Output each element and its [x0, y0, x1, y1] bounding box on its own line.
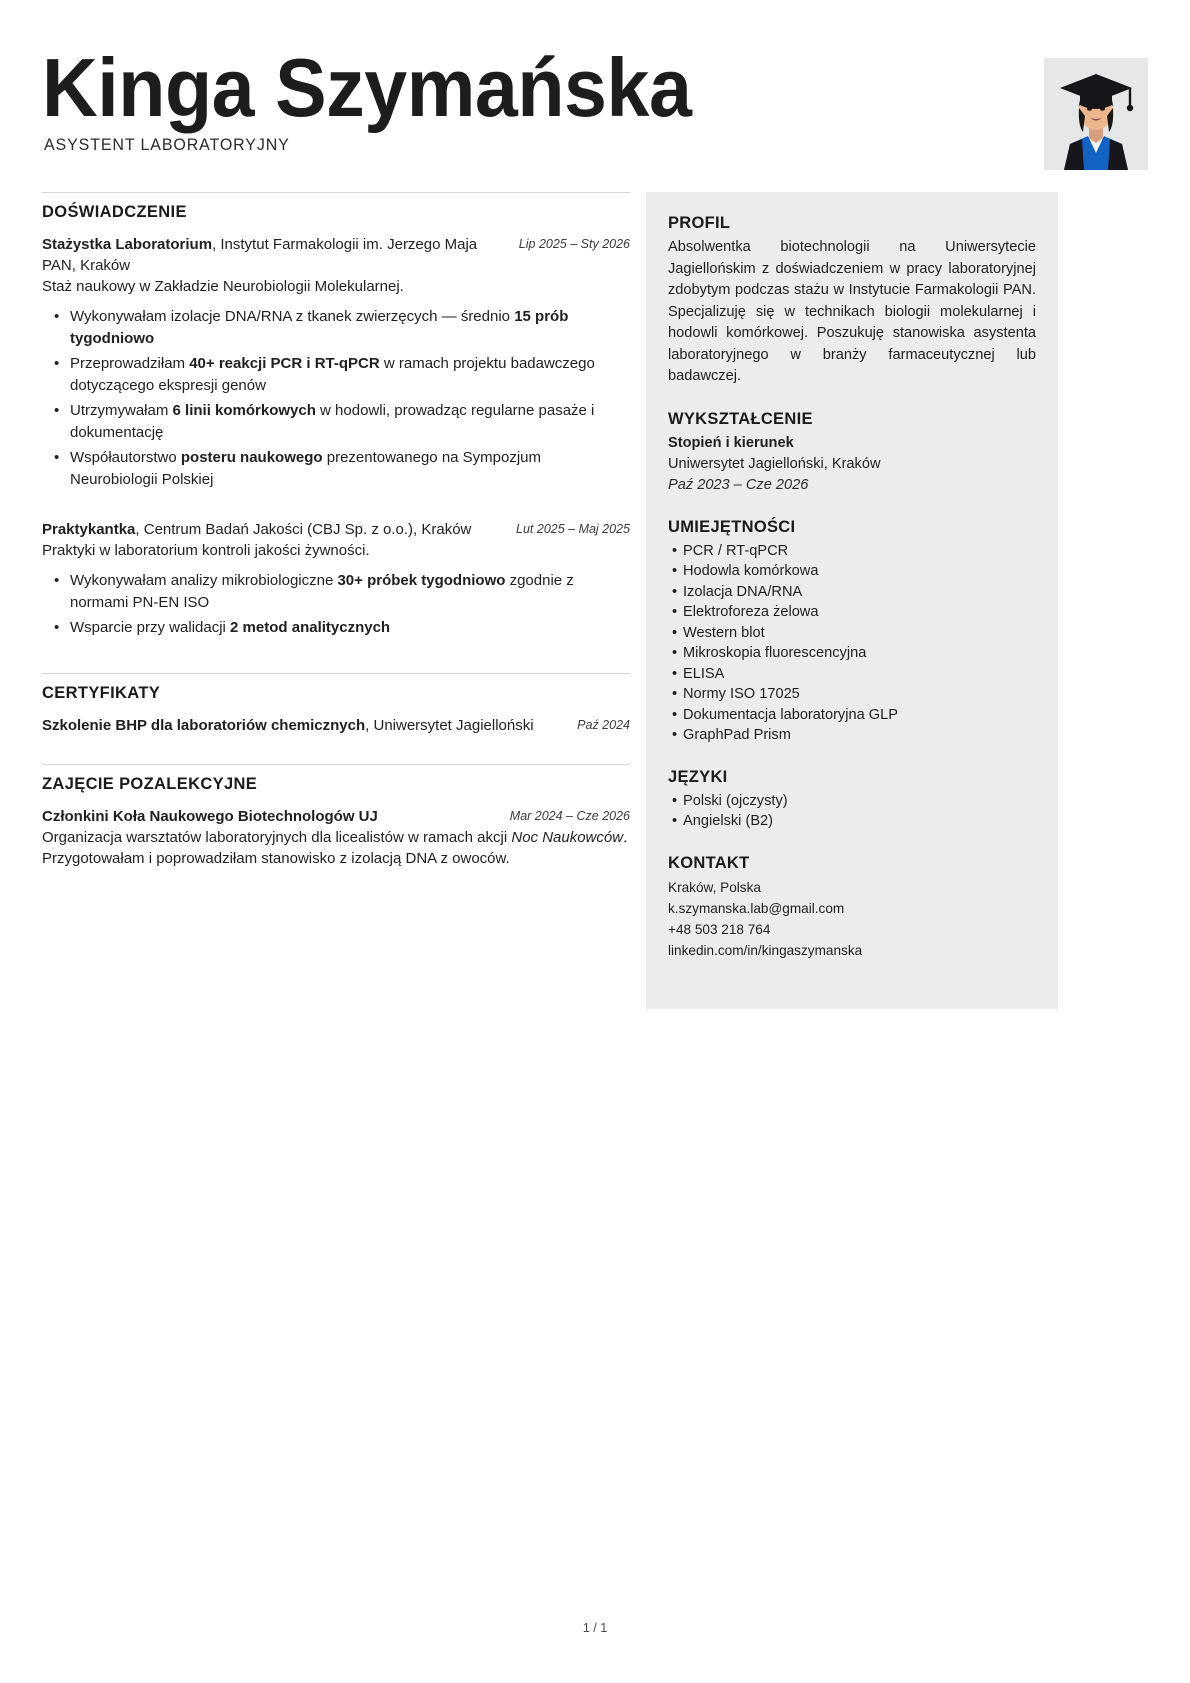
certificate-entry-head [42, 715, 630, 736]
list-item: • Dokumentacja laboratoryjna GLP [683, 705, 1036, 726]
skills-list [668, 541, 1036, 746]
experience-entry-org: , Instytut Farmakologii im. Jerzego Maja PAN, Kraków [42, 236, 478, 274]
experience-entry [42, 234, 630, 491]
profile-text: Absolwentka biotechnologii na Uniwersytecie Jagiellońskim z doświadczeniem w pracy laboratoryjnej zdobytym podczas stażu w Instytucie Farmakologii PAN. Specjalizuję się w technikach biologii molekularnej i hodowli komórkowej. Poszukuję stanowiska asystenta laboratoryjnego w branży farmaceutycznej lub badawczej. [668, 239, 1036, 384]
extracurricular-desc: Organizacja warsztatów laboratoryjnych dla licealistów w ramach akcji Noc Naukowców. Przygotowałam i poprowadziłam stanowisko z izolacją DNA z owoców. [42, 829, 628, 867]
sidebar [646, 192, 1058, 1009]
list-item: • Elektroforeza żelowa [683, 602, 1036, 623]
section-extracurricular [42, 764, 630, 869]
list-item: • Wykonywałam izolacje DNA/RNA z tkanek zwierzęcych — średnio 15 prób tygodniowo [70, 306, 630, 350]
list-item: • Utrzymywałam 6 linii komórkowych w hodowli, prowadząc regularne pasaże i dokumentację [70, 400, 630, 444]
job-title: ASYSTENT LABORATORYJNY [44, 136, 290, 154]
list-item: • Izolacja DNA/RNA [683, 582, 1036, 603]
list-item: • PCR / RT-qPCR [683, 541, 1036, 562]
sidebar-section-education [668, 410, 1036, 496]
list-item: • Wsparcie przy walidacji 2 metod analitycznych [70, 617, 630, 639]
contact-location: Kraków, Polska [668, 879, 761, 895]
certificate-entry-date: Paź 2024 [577, 718, 630, 732]
sidebar-title-contact: KONTAKT [668, 853, 750, 872]
list-item: • Angielski (B2) [683, 811, 1036, 832]
certificate-org: , Uniwersytet Jagielloński [365, 717, 534, 734]
list-item: • Normy ISO 17025 [683, 684, 1036, 705]
sidebar-section-skills [668, 518, 1036, 746]
experience-entry-desc: Praktyki w laboratorium kontroli jakości żywności. [42, 542, 370, 559]
section-divider [42, 192, 630, 193]
certificate-entry [42, 715, 630, 736]
avatar [1044, 58, 1148, 170]
experience-entry-desc: Staż naukowy w Zakładzie Neurobiologii Molekularnej. [42, 278, 404, 295]
experience-entry-date: Lut 2025 – Maj 2025 [516, 522, 630, 536]
sidebar-section-contact [668, 854, 1036, 961]
list-item: • Wykonywałam analizy mikrobiologiczne 30+ próbek tygodniowo zgodnie z normami PN-EN ISO [70, 570, 630, 614]
experience-entry [42, 519, 630, 639]
section-experience [42, 192, 630, 639]
experience-bullets [42, 306, 630, 491]
extracurricular-name: Członkini Koła Naukowego Biotechnologów UJ [42, 808, 378, 825]
languages-list [668, 791, 1036, 832]
list-item: • Przeprowadziłam 40+ reakcji PCR i RT-qPCR w ramach projektu badawczego dotyczącego ekspresji genów [70, 353, 630, 397]
list-item: • Współautorstwo posteru naukowego prezentowanego na Sympozjum Neurobiologii Polskiej [70, 447, 630, 491]
sidebar-title-education: WYKSZTAŁCENIE [668, 409, 813, 428]
page-title: Kinga Szymańska [42, 41, 692, 134]
experience-entry-head [42, 234, 630, 276]
sidebar-section-profile [668, 214, 1036, 388]
contact-email[interactable]: k.szymanska.lab@gmail.com [668, 900, 845, 916]
list-item: • ELISA [683, 664, 1036, 685]
experience-entry-role: Stażystka Laboratorium [42, 236, 213, 253]
list-item: • GraphPad Prism [683, 725, 1036, 746]
education-school: Uniwersytet Jagielloński, Kraków [668, 455, 881, 472]
main-column [42, 192, 630, 881]
extracurricular-entry-head [42, 806, 630, 827]
extracurricular-entry [42, 806, 630, 869]
experience-entry-date: Lip 2025 – Sty 2026 [518, 237, 630, 251]
sidebar-title-languages: JĘZYKI [668, 767, 728, 786]
graduation-portrait-icon [1044, 58, 1148, 170]
list-item: • Hodowla komórkowa [683, 561, 1036, 582]
contact-phone[interactable]: +48 503 218 764 [668, 921, 771, 937]
contact-linkedin[interactable]: linkedin.com/in/kingaszymanska [668, 942, 863, 958]
list-item: • Western blot [683, 623, 1036, 644]
sidebar-title-profile: PROFIL [668, 214, 731, 232]
certificate-name: Szkolenie BHP dla laboratoriów chemicznych [42, 717, 366, 734]
sidebar-title-skills: UMIEJĘTNOŚCI [668, 517, 796, 536]
section-divider [42, 764, 630, 765]
experience-entry-role: Praktykantka [42, 521, 136, 538]
education-date: Paź 2023 – Cze 2026 [668, 476, 809, 493]
section-title-experience: DOŚWIADCZENIE [42, 203, 187, 221]
section-certificates [42, 673, 630, 736]
extracurricular-entry-date: Mar 2024 – Cze 2026 [509, 809, 630, 823]
section-divider [42, 673, 630, 674]
list-item: • Mikroskopia fluorescencyjna [683, 643, 1036, 664]
resume-header [42, 41, 1148, 174]
experience-entry-org: , Centrum Badań Jakości (CBJ Sp. z o.o.), Kraków [135, 521, 472, 538]
list-item: • Polski (ojczysty) [683, 791, 1036, 812]
education-degree: Stopień i kierunek [668, 434, 794, 451]
section-title-certificates: CERTYFIKATY [42, 684, 161, 702]
experience-bullets [42, 570, 630, 639]
sidebar-section-languages [668, 768, 1036, 832]
section-title-extracurricular: ZAJĘCIE POZALEKCYJNE [42, 775, 258, 793]
page-number: 1 / 1 [582, 1621, 608, 1635]
experience-entry-head [42, 519, 630, 540]
